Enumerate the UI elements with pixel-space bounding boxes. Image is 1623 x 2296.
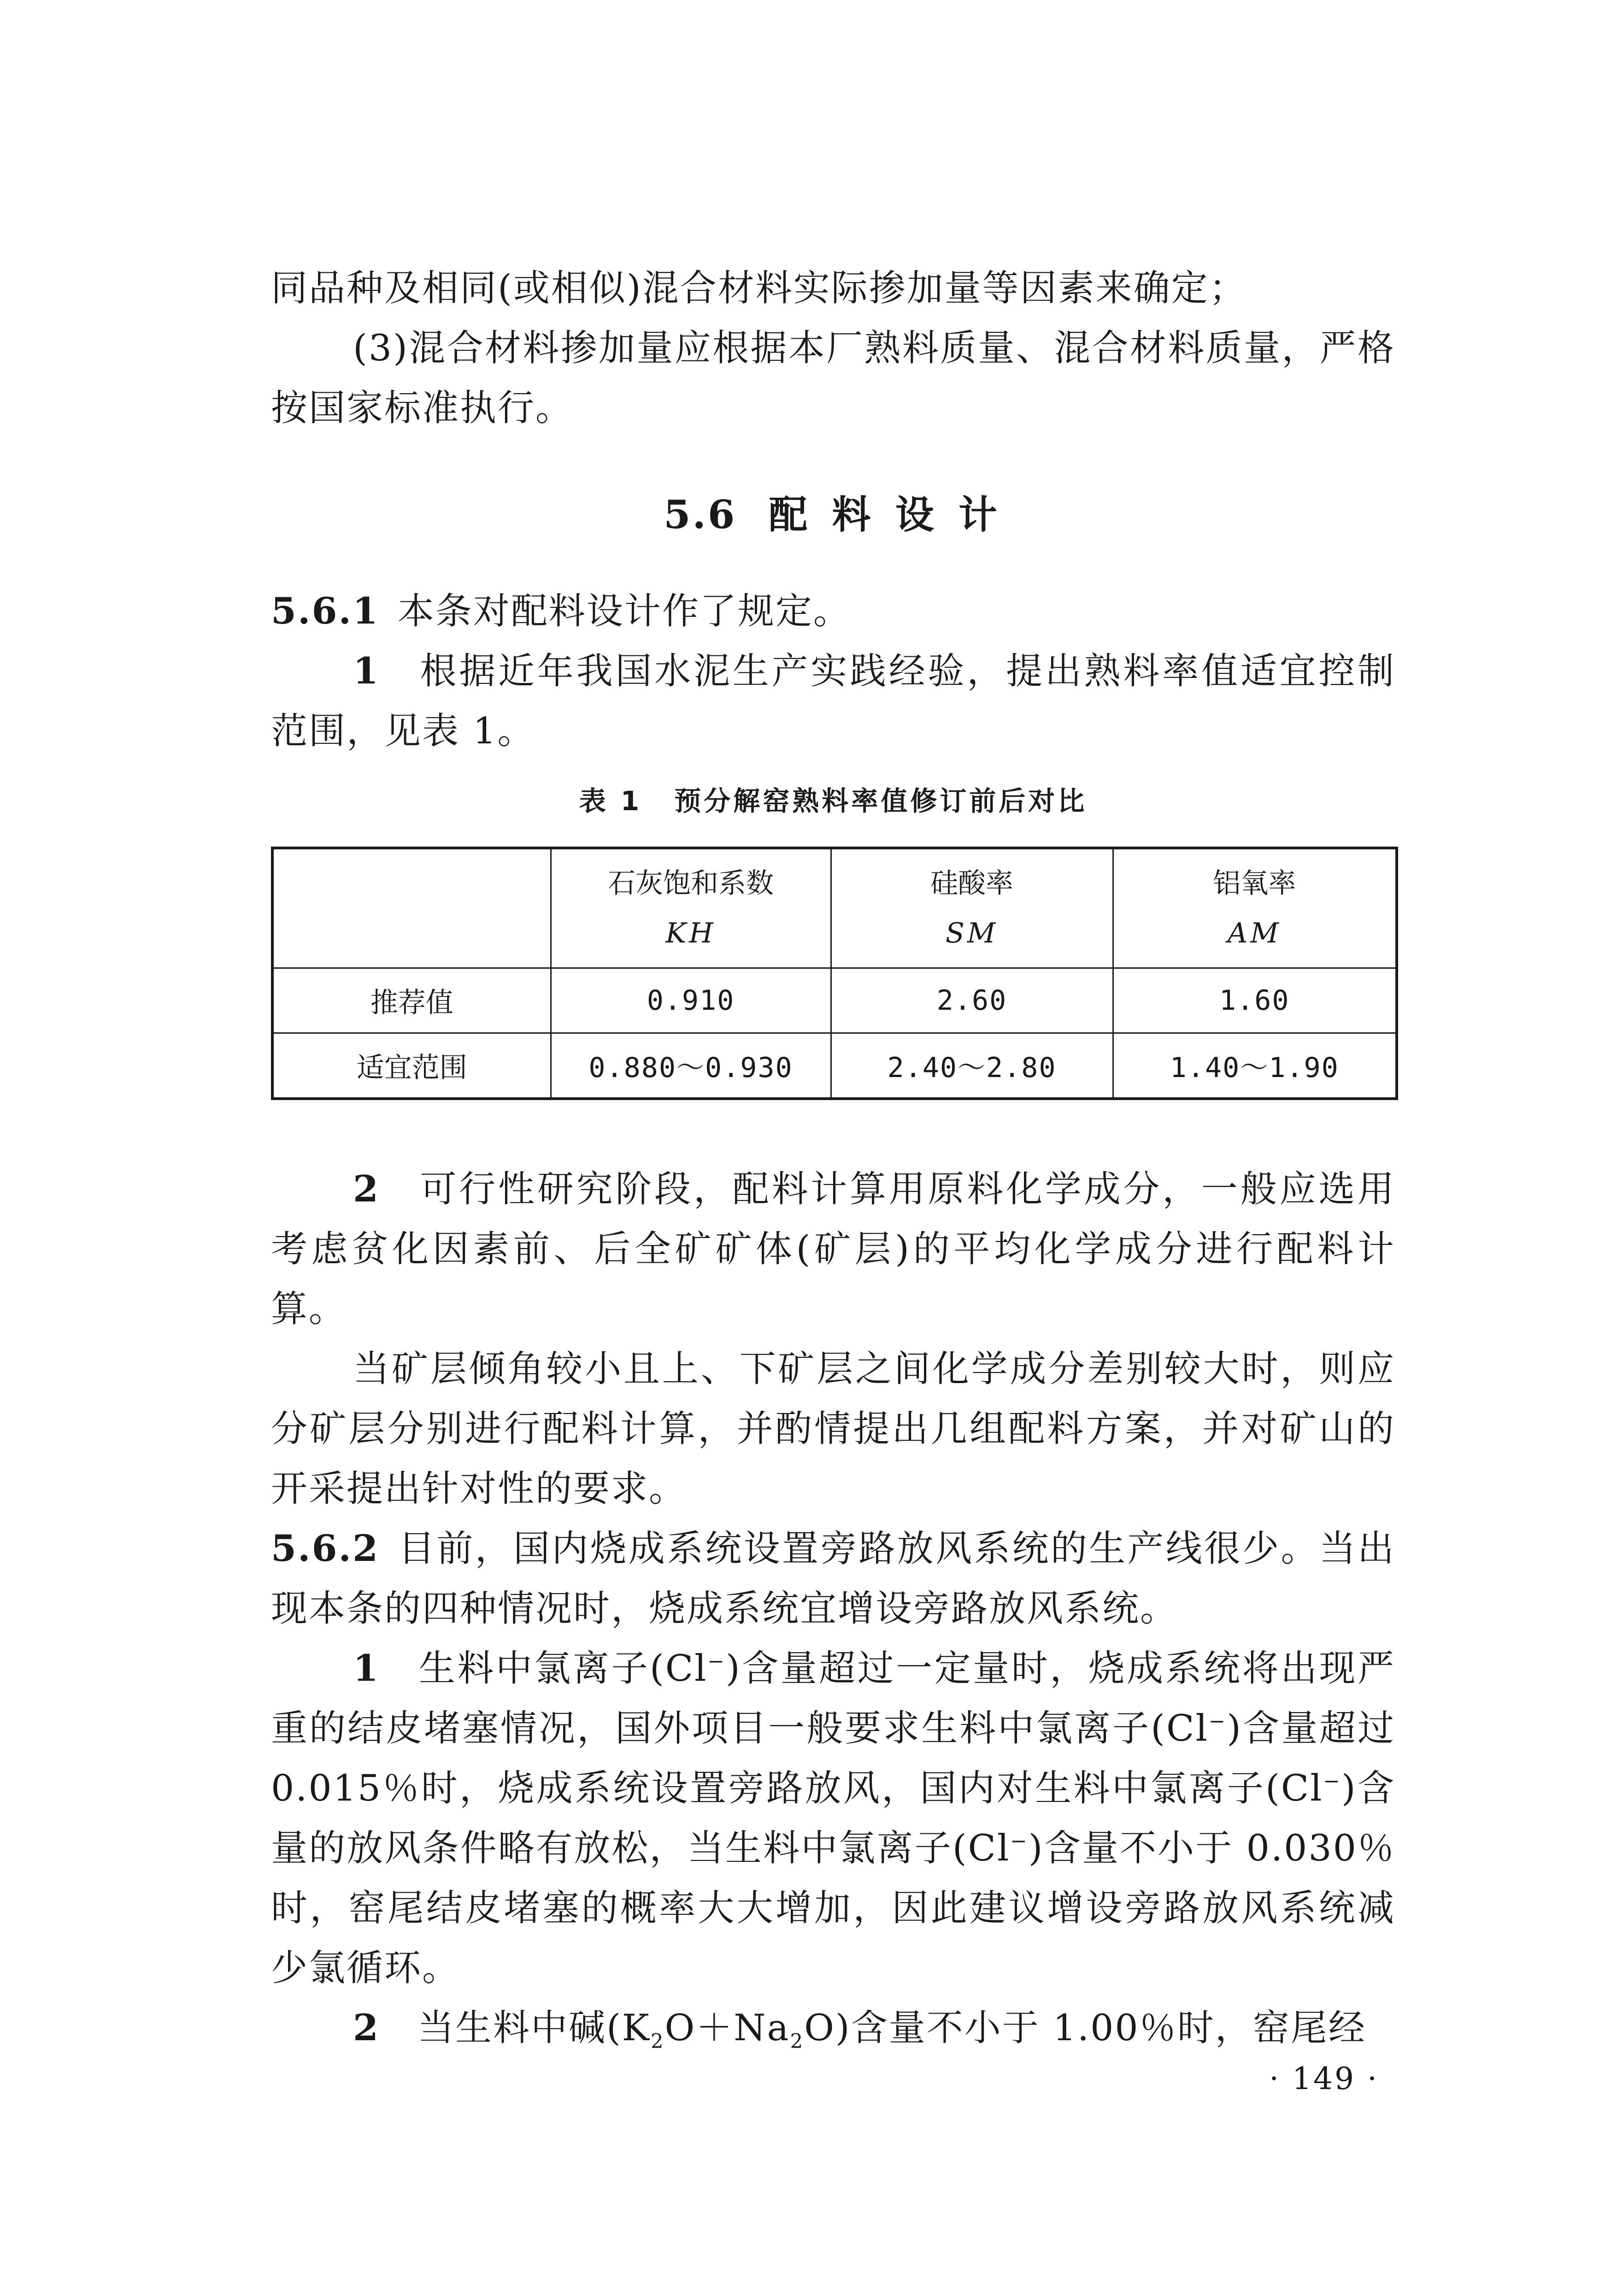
clause-number: 5.6.1 (271, 589, 379, 632)
text-run: O＋Na (664, 2007, 790, 2049)
table-cell: 2.40～2.80 (831, 1033, 1113, 1099)
table-header-kh (551, 848, 831, 968)
table-cell: 0.880～0.930 (551, 1033, 831, 1099)
table-header-sm (831, 848, 1113, 968)
text-run: 生料中氯离子(Cl (418, 1647, 708, 1690)
table-header-empty (272, 848, 551, 968)
text-run: O)含量不小于 1.00％时，窑尾经 (804, 2007, 1366, 2049)
clause-5-6-2 (271, 1519, 1395, 1638)
text-run: 当生料中碱(K (417, 2007, 651, 2049)
text-run: )含量超过一定量时，烧成系统将出现严重的结皮堵塞情况，国外项目一般要求生料中氯离子(Cl (271, 1647, 1395, 1749)
table-cell: 2.60 (831, 968, 1113, 1033)
subscript-2: 2 (650, 2030, 665, 2053)
page-number: · 149 · (1269, 2061, 1379, 2096)
header-name: 铝氧率 (1213, 867, 1296, 900)
superscript-minus: − (1208, 1710, 1227, 1733)
clause-5-6-1-item-1 (271, 641, 1395, 761)
item-text: 可行性研究阶段，配料计算用原料化学成分，一般应选用考虑贫化因素前、后全矿矿体(矿层)的平均化学成分进行配料计算。 (271, 1168, 1396, 1330)
clause-text: 目前，国内烧成系统设置旁路放风系统的生产线很少。当出现本条的四种情况时，烧成系统宜增设旁路放风系统。 (271, 1527, 1395, 1630)
section-number: 5.6 (664, 492, 737, 537)
clause-5-6-1-item-2-para: 当矿层倾角较小且上、下矿层之间化学成分差别较大时，则应分矿层分别进行配料计算，并酌情提出几组配料方案，并对矿山的开采提出针对性的要求。 (271, 1348, 1395, 1510)
subscript-2: 2 (790, 2030, 805, 2053)
table-title: 预分解窑熟料率值修订前后对比 (674, 785, 1088, 817)
header-name: 石灰饱和系数 (608, 867, 774, 900)
table-row (272, 1033, 1397, 1099)
table-cell: 0.910 (551, 968, 831, 1033)
table-header-am (1113, 848, 1397, 968)
table-number: 表 1 (579, 785, 642, 817)
superscript-minus: − (1010, 1830, 1029, 1853)
header-symbol: KH (665, 917, 716, 949)
table-header-row (272, 848, 1397, 968)
clause-5-6-2-item-1 (271, 1638, 1395, 1998)
item-number: 2 (353, 1167, 380, 1210)
page-body (271, 258, 1395, 2058)
header-symbol: AM (1227, 917, 1282, 949)
table-row (272, 968, 1397, 1033)
clause-text: 本条对配料设计作了规定。 (397, 590, 851, 632)
section-heading (271, 484, 1395, 540)
clause-number: 5.6.2 (271, 1527, 379, 1570)
table-cell: 1.60 (1113, 968, 1397, 1033)
header-symbol: SM (945, 917, 999, 949)
item-text: 根据近年我国水泥生产实践经验，提出熟料率值适宜控制范围，见表 1。 (271, 650, 1396, 752)
superscript-minus: − (707, 1650, 726, 1673)
table-cell: 1.40～1.90 (1113, 1033, 1397, 1099)
clause-5-6-1-item-2 (271, 1159, 1395, 1339)
section-title: 配 料 设 计 (769, 492, 1003, 537)
header-name: 硅酸率 (930, 867, 1013, 900)
clause-5-6-1 (271, 581, 1395, 641)
text-run: )含量不小于 0.030％时，窑尾结皮堵塞的概率大大增加，因此建议增设旁路放风系统减少氯循环。 (271, 1827, 1395, 1989)
row-label: 适宜范围 (272, 1033, 551, 1099)
superscript-minus: − (1323, 1770, 1341, 1793)
row-label: 推荐值 (272, 968, 551, 1033)
clause-5-6-2-item-2 (271, 1998, 1395, 2058)
intro-continuation: 同品种及相同(或相似)混合材料实际掺加量等因素来确定； (271, 267, 1247, 309)
intro-item-3: (3)混合材料掺加量应根据本厂熟料质量、混合材料质量，严格按国家标准执行。 (271, 327, 1395, 429)
ratio-table (271, 847, 1398, 1100)
text-run: )含量的放风条件略有放松，当生料中氯离子(Cl (271, 1767, 1395, 1869)
text-run: )含量超过 0.015％时，烧成系统设置旁路放风，国内对生料中氯离子(Cl (271, 1707, 1395, 1809)
item-number: 2 (353, 2006, 380, 2049)
item-number: 1 (353, 649, 380, 692)
item-number: 1 (353, 1647, 380, 1690)
table-caption (271, 779, 1395, 818)
